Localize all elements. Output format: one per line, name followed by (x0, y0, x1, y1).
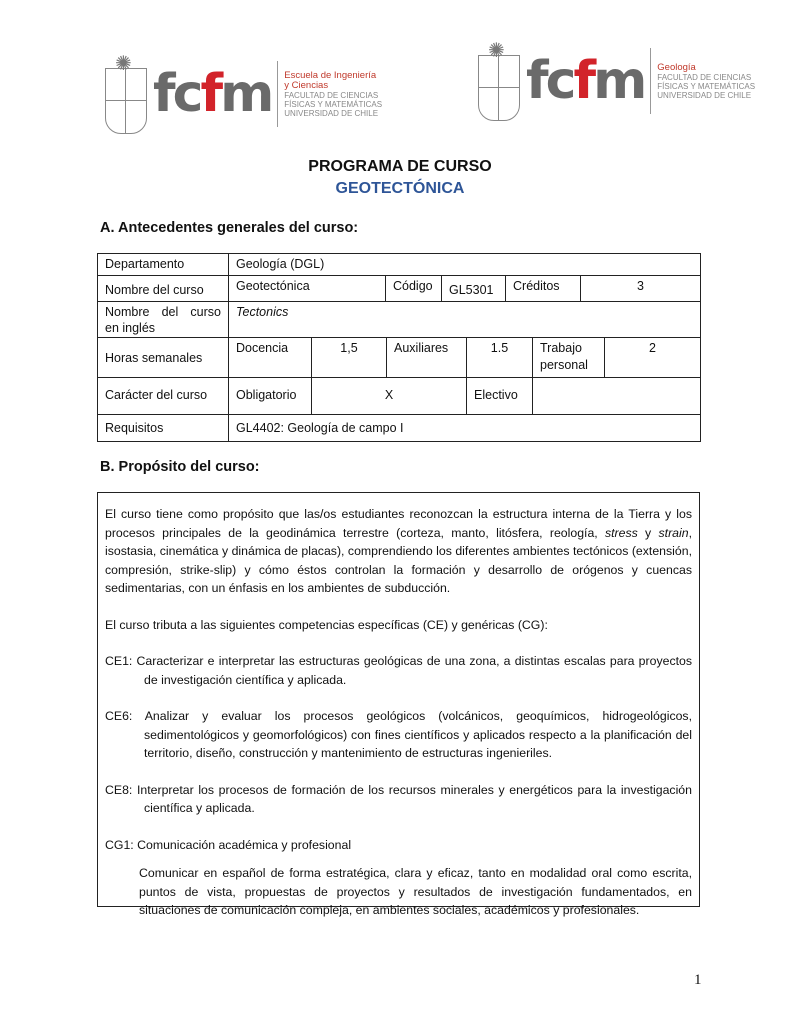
label-cell: Obligatorio (229, 378, 312, 415)
logo-line: FACULTAD DE CIENCIAS (657, 72, 752, 82)
course-info-table (97, 253, 701, 442)
label-cell: Departamento (98, 254, 229, 276)
value-cell: GL5301 (442, 276, 506, 302)
competency-ce8: CE8: Interpretar los procesos de formación de los recursos minerales y energéticos para la investigación científica y aplicada. (105, 782, 692, 815)
logo-line: y Ciencias (284, 79, 329, 91)
competency-cg1: CG1: Comunicación académica y profesional (105, 837, 352, 852)
logo-line: Escuela de Ingeniería (284, 69, 377, 81)
label-cell: Nombre del curso (98, 276, 229, 302)
competencies-intro: El curso tributa a las siguientes competencias específicas (CE) y genéricas (CG): (105, 617, 548, 632)
value-cell: Geotectónica (229, 276, 386, 302)
text: , isostasia, cinemática y dinámica de placas), comprendiendo los diferentes ambientes tectónicos (extensión, compresión, strike-slip) y cómo éstos controlan la formación y desarrollo de orógenos y cuencas sedimentarias, con un énfasis en los ambientes de subducción. (105, 525, 692, 595)
label-cell: Trabajo personal (533, 338, 605, 378)
page-number: 1 (694, 972, 702, 988)
section-b-heading: B. Propósito del curso: (100, 459, 260, 475)
label-cell: Código (386, 276, 442, 302)
label-cell: Requisitos (98, 415, 229, 442)
university-crest-icon: ✺ (478, 55, 520, 121)
value-cell: X (312, 378, 467, 415)
text: strain (658, 525, 689, 540)
value-cell: Tectonics (229, 302, 701, 338)
logo-line: FÍSICAS Y MATEMÁTICAS (657, 81, 756, 91)
logo-line: FÍSICAS Y MATEMÁTICAS (284, 99, 383, 109)
label-cell: Créditos (506, 276, 581, 302)
text: y (637, 525, 659, 540)
value-cell: 1,5 (312, 338, 387, 378)
section-a-heading: A. Antecedentes generales del curso: (100, 220, 359, 236)
label-cell: Horas semanales (98, 338, 229, 378)
value-cell (533, 378, 701, 415)
competency-cg1-description: Comunicar en español de forma estratégica, clara y eficaz, tanto en modalidad oral como escrita, puntos de vista, propuestas de proyectos y resultados de investigación fundamentados, en situaciones de comunicación compleja, en ambientes sociales, académicos y profesionales. (139, 866, 692, 917)
logo-line: UNIVERSIDAD DE CHILE (284, 108, 379, 118)
fcfm-logo-left (105, 53, 383, 130)
text: El curso tiene como propósito que las/os estudiantes reconozcan la estructura interna de la Tierra y los procesos principales de la geodinámica terrestre (corteza, manto, litósfera, reología, (105, 507, 692, 540)
logo-line: UNIVERSIDAD DE CHILE (657, 90, 752, 100)
competency-ce6: CE6: Analizar y evaluar los procesos geológicos (volcánicos, geoquímicos, hidrogeológicos, sedimentológicos y geomorfológicos) con fines científicos y aplicados respecto a la planificación del territorio, diseño, construcción y mantenimiento de estructuras ingenieriles. (105, 709, 692, 760)
value-cell: GL4402: Geología de campo I (229, 415, 701, 442)
label-cell: Auxiliares (387, 338, 467, 378)
purpose-box (97, 492, 700, 917)
label-cell: Nombre del curso en inglés (98, 302, 229, 338)
fcfm-wordmark: fcfm (526, 51, 645, 111)
logo-line: Geología (657, 61, 696, 73)
competency-ce1: CE1: Caracterizar e interpretar las estructuras geológicas de una zona, a distintas escalas para proyectos de investigación científica y aplicada. (105, 654, 692, 687)
label-cell: Electivo (467, 378, 533, 415)
label-cell: Carácter del curso (98, 378, 229, 415)
label-cell: Docencia (229, 338, 312, 378)
university-crest-icon: ✺ (105, 68, 147, 134)
text: stress (604, 525, 638, 540)
document-title: PROGRAMA DE CURSO (308, 158, 492, 175)
value-cell: 3 (581, 276, 701, 302)
value-cell: Geología (DGL) (229, 254, 701, 276)
fcfm-wordmark: fcfm (153, 64, 272, 124)
value-cell: 1.5 (467, 338, 533, 378)
purpose-paragraph (105, 505, 692, 598)
value-cell: 2 (605, 338, 701, 378)
course-title: GEOTECTÓNICA (335, 180, 465, 197)
logo-line: FACULTAD DE CIENCIAS (284, 90, 379, 100)
fcfm-logo-right (478, 40, 756, 117)
